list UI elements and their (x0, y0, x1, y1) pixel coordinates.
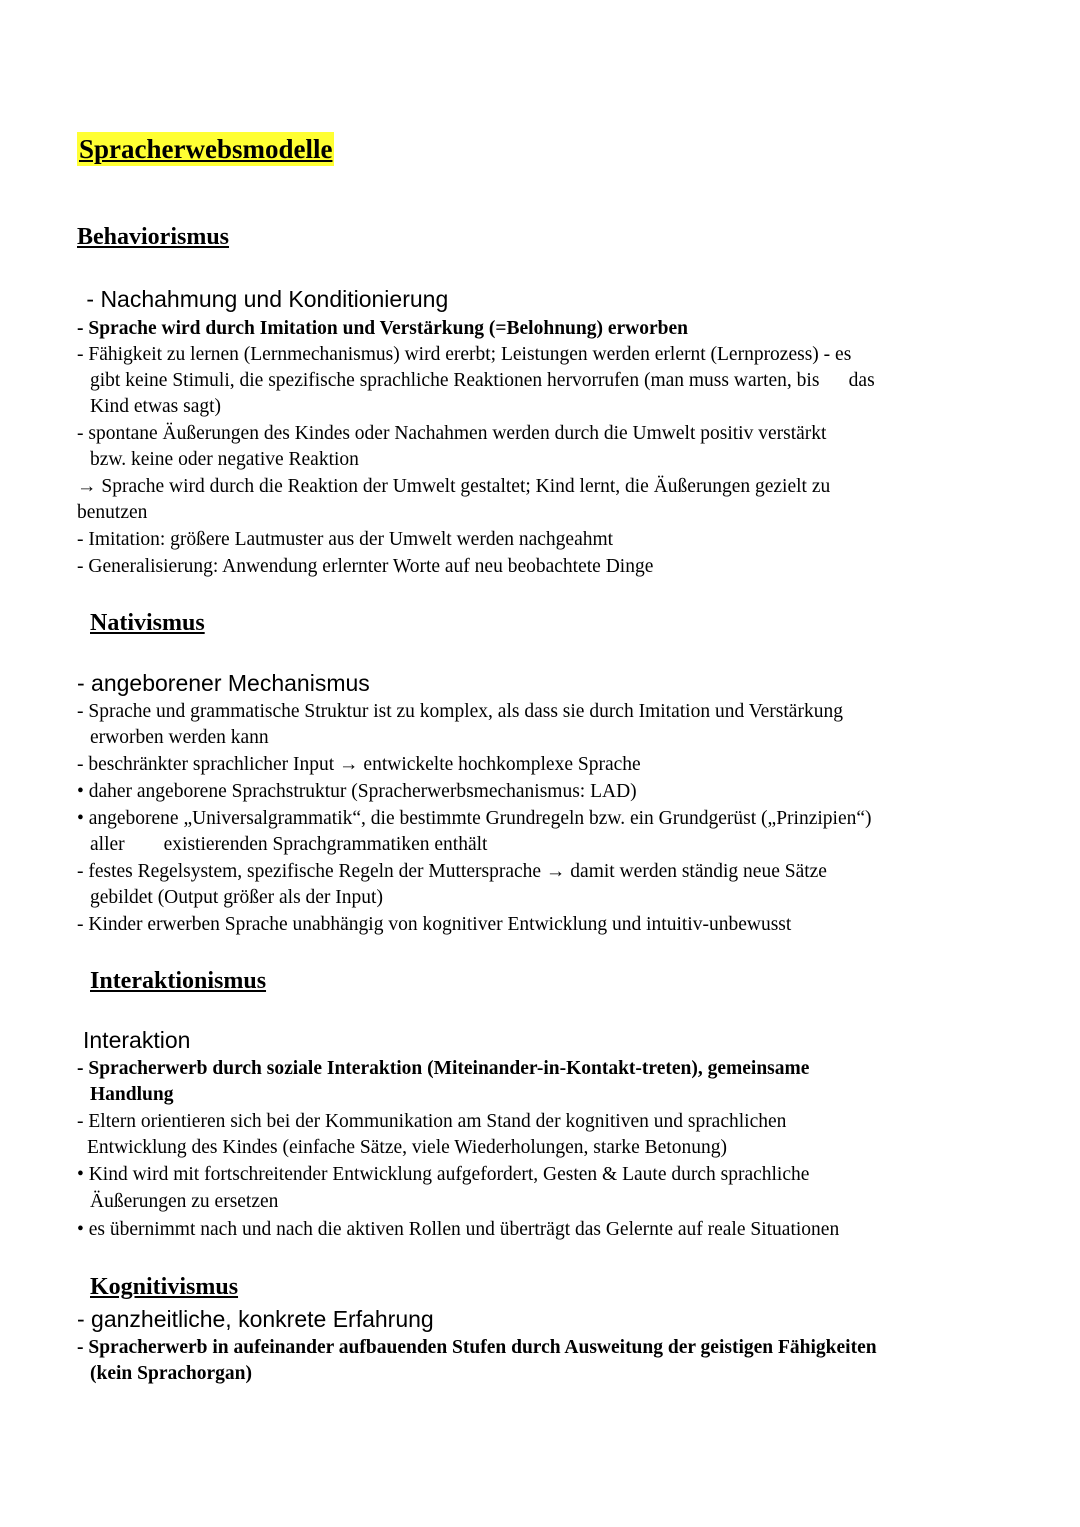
interaktionismus-line: • es übernimmt nach und nach die aktiven Rollen und überträgt das Gelernte auf reale Situationen (77, 1219, 840, 1240)
interaktionismus-line: - Spracherwerb durch soziale Interaktion (Miteinander-in-Kontakt-treten), gemeinsame (77, 1058, 810, 1079)
heading-interaktionismus: Interaktionismus (90, 968, 267, 994)
nativismus-line: gebildet (Output größer als der Input) (90, 887, 383, 908)
behaviorismus-line: - spontane Äußerungen des Kindes oder Nachahmen werden durch die Umwelt positiv verstärkt (77, 423, 827, 444)
nativismus-line: erworben werden kann (90, 727, 269, 748)
behaviorismus-line: - Sprache wird durch Imitation und Verstärkung (=Belohnung) erworben (77, 318, 688, 339)
behaviorismus-line: benutzen (77, 502, 148, 523)
heading-kognitivismus: Kognitivismus (90, 1274, 239, 1300)
interaktionismus-line: Entwicklung des Kindes (einfache Sätze, viele Wiederholungen, starke Betonung) (87, 1137, 727, 1158)
behaviorismus-line: gibt keine Stimuli, die spezifische sprachliche Reaktionen hervorrufen (man muss warten, bis das (90, 370, 875, 391)
subheading-interaktionismus: Interaktion (83, 1027, 191, 1053)
subheading-behaviorismus: - Nachahmung und Konditionierung (80, 286, 449, 312)
nativismus-line: - festes Regelsystem, spezifische Regeln der Muttersprache → damit werden ständig neue Sätze (77, 861, 827, 882)
nativismus-line: • daher angeborene Sprachstruktur (Spracherwerbsmechanismus: LAD) (77, 781, 637, 802)
interaktionismus-line: • Kind wird mit fortschreitender Entwicklung aufgefordert, Gesten & Laute durch sprachliche (77, 1164, 810, 1185)
nativismus-line: aller existierenden Sprachgrammatiken enthält (90, 834, 488, 855)
heading-nativismus: Nativismus (90, 610, 205, 636)
behaviorismus-line: Kind etwas sagt) (90, 396, 222, 417)
behaviorismus-line: - Imitation: größere Lautmuster aus der Umwelt werden nachgeahmt (77, 529, 614, 550)
nativismus-line: • angeborene „Universalgrammatik“, die bestimmte Grundregeln bzw. ein Grundgerüst („Prinzipien“) (77, 808, 872, 829)
behaviorismus-line: - Fähigkeit zu lernen (Lernmechanismus) wird ererbt; Leistungen werden erlernt (Lernprozess) - es (77, 344, 852, 365)
kognitivismus-line: - Spracherwerb in aufeinander aufbauenden Stufen durch Ausweitung der geistigen Fähigkeiten (77, 1337, 877, 1358)
heading-behaviorismus: Behaviorismus (77, 224, 230, 250)
subheading-nativismus: - angeborener Mechanismus (77, 670, 370, 696)
nativismus-line: - beschränkter sprachlicher Input → entwickelte hochkomplexe Sprache (77, 754, 641, 775)
interaktionismus-line: Äußerungen zu ersetzen (90, 1191, 279, 1212)
nativismus-line: - Sprache und grammatische Struktur ist zu komplex, als dass sie durch Imitation und Verstärkung (77, 701, 843, 722)
document-title: Spracherwebsmodelle (79, 134, 333, 164)
behaviorismus-line: bzw. keine oder negative Reaktion (90, 449, 359, 470)
kognitivismus-line: (kein Sprachorgan) (90, 1363, 252, 1384)
interaktionismus-line: - Eltern orientieren sich bei der Kommunikation am Stand der kognitiven und sprachlichen (77, 1111, 787, 1132)
subheading-kognitivismus: - ganzheitliche, konkrete Erfahrung (77, 1306, 434, 1332)
nativismus-line: - Kinder erwerben Sprache unabhängig von kognitiver Entwicklung und intuitiv-unbewusst (77, 914, 792, 935)
behaviorismus-line: → Sprache wird durch die Reaktion der Umwelt gestaltet; Kind lernt, die Äußerungen gezielt zu (77, 476, 831, 497)
behaviorismus-line: - Generalisierung: Anwendung erlernter Worte auf neu beobachtete Dinge (77, 556, 654, 577)
interaktionismus-line: Handlung (90, 1084, 174, 1105)
